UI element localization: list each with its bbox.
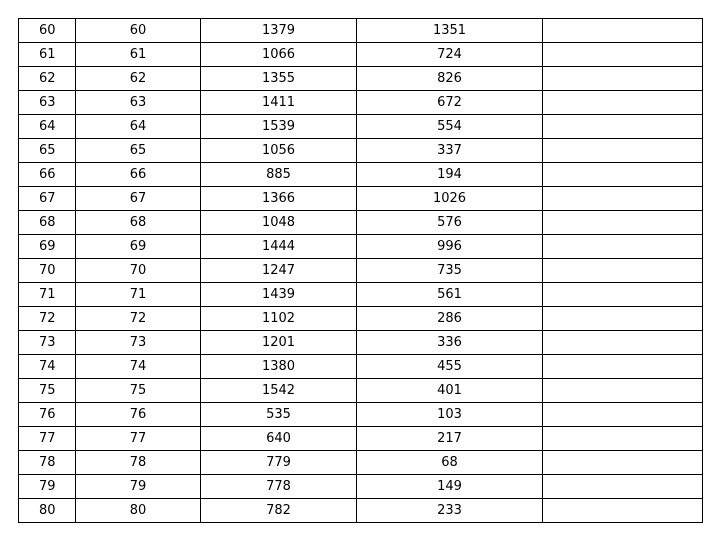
table-cell: 71 [76, 283, 201, 307]
table-cell: 554 [357, 115, 543, 139]
table-cell: 68 [19, 211, 76, 235]
table-cell: 885 [201, 163, 357, 187]
table-cell: 63 [76, 91, 201, 115]
table-cell: 72 [19, 307, 76, 331]
data-table [18, 18, 703, 523]
table-cell: 336 [357, 331, 543, 355]
table-cell [543, 379, 703, 403]
table-cell: 735 [357, 259, 543, 283]
table-cell: 63 [19, 91, 76, 115]
table-cell: 62 [19, 67, 76, 91]
table-row [19, 19, 703, 43]
table-cell: 1066 [201, 43, 357, 67]
table-cell: 455 [357, 355, 543, 379]
table-cell [543, 499, 703, 523]
table-cell: 672 [357, 91, 543, 115]
table-cell: 535 [201, 403, 357, 427]
table-cell [543, 91, 703, 115]
table-cell [543, 19, 703, 43]
table-cell: 77 [19, 427, 76, 451]
table-cell [543, 139, 703, 163]
table-cell: 1247 [201, 259, 357, 283]
table-cell: 233 [357, 499, 543, 523]
table-cell: 68 [357, 451, 543, 475]
table-cell: 78 [76, 451, 201, 475]
table-cell [543, 43, 703, 67]
table-cell: 76 [19, 403, 76, 427]
table-cell: 1542 [201, 379, 357, 403]
table-row [19, 331, 703, 355]
table-cell: 62 [76, 67, 201, 91]
table-cell [543, 187, 703, 211]
table-row [19, 139, 703, 163]
table-cell: 1355 [201, 67, 357, 91]
table-row [19, 283, 703, 307]
table-cell [543, 115, 703, 139]
table-cell: 80 [19, 499, 76, 523]
table-cell: 71 [19, 283, 76, 307]
table-cell: 64 [19, 115, 76, 139]
table-cell: 65 [76, 139, 201, 163]
table-row [19, 115, 703, 139]
table-cell: 778 [201, 475, 357, 499]
table-cell: 79 [19, 475, 76, 499]
table-cell: 286 [357, 307, 543, 331]
table-row [19, 499, 703, 523]
table-cell: 70 [19, 259, 76, 283]
table-cell: 72 [76, 307, 201, 331]
table-cell [543, 427, 703, 451]
table-row [19, 259, 703, 283]
table-cell [543, 355, 703, 379]
table-cell: 1539 [201, 115, 357, 139]
table-row [19, 427, 703, 451]
table-cell: 78 [19, 451, 76, 475]
table-cell: 149 [357, 475, 543, 499]
table-cell: 1411 [201, 91, 357, 115]
table-cell: 337 [357, 139, 543, 163]
table-cell: 70 [76, 259, 201, 283]
table-cell: 782 [201, 499, 357, 523]
table-cell [543, 331, 703, 355]
table-row [19, 355, 703, 379]
table-cell: 68 [76, 211, 201, 235]
table-cell: 1444 [201, 235, 357, 259]
table-cell [543, 211, 703, 235]
table-cell: 996 [357, 235, 543, 259]
table-cell [543, 283, 703, 307]
table-cell [543, 259, 703, 283]
table-row [19, 451, 703, 475]
table-cell: 80 [76, 499, 201, 523]
table-cell: 217 [357, 427, 543, 451]
table-cell: 1351 [357, 19, 543, 43]
table-cell [543, 307, 703, 331]
table-cell: 74 [76, 355, 201, 379]
table-cell: 1366 [201, 187, 357, 211]
table-cell: 69 [76, 235, 201, 259]
table-cell: 640 [201, 427, 357, 451]
table-cell [543, 67, 703, 91]
table-cell: 77 [76, 427, 201, 451]
table-cell: 1056 [201, 139, 357, 163]
table-cell: 64 [76, 115, 201, 139]
table-cell [543, 451, 703, 475]
table-cell: 69 [19, 235, 76, 259]
table-cell: 73 [19, 331, 76, 355]
table-cell: 76 [76, 403, 201, 427]
table-cell: 724 [357, 43, 543, 67]
table-cell: 561 [357, 283, 543, 307]
table-cell: 826 [357, 67, 543, 91]
table-row [19, 163, 703, 187]
table-cell: 60 [76, 19, 201, 43]
table-row [19, 307, 703, 331]
table-cell: 61 [19, 43, 76, 67]
table-cell [543, 235, 703, 259]
table-row [19, 43, 703, 67]
table-cell: 194 [357, 163, 543, 187]
table-cell: 60 [19, 19, 76, 43]
table-cell: 1102 [201, 307, 357, 331]
table-cell [543, 163, 703, 187]
table-cell: 1380 [201, 355, 357, 379]
table-cell: 401 [357, 379, 543, 403]
table-cell: 1048 [201, 211, 357, 235]
table-cell [543, 403, 703, 427]
table-cell [543, 475, 703, 499]
table-cell: 67 [19, 187, 76, 211]
table-row [19, 403, 703, 427]
table-cell: 75 [19, 379, 76, 403]
table-cell: 66 [76, 163, 201, 187]
table-cell: 1201 [201, 331, 357, 355]
table-cell: 75 [76, 379, 201, 403]
table-cell: 66 [19, 163, 76, 187]
table-cell: 79 [76, 475, 201, 499]
table-cell: 74 [19, 355, 76, 379]
table-row [19, 379, 703, 403]
table-cell: 65 [19, 139, 76, 163]
table-row [19, 235, 703, 259]
table-cell: 61 [76, 43, 201, 67]
table-cell: 1026 [357, 187, 543, 211]
table-cell: 1439 [201, 283, 357, 307]
table-row [19, 475, 703, 499]
table-cell: 779 [201, 451, 357, 475]
table-cell: 103 [357, 403, 543, 427]
table-cell: 576 [357, 211, 543, 235]
table-cell: 1379 [201, 19, 357, 43]
table-body [19, 19, 703, 523]
table-cell: 67 [76, 187, 201, 211]
table-row [19, 67, 703, 91]
table-row [19, 211, 703, 235]
table-cell: 73 [76, 331, 201, 355]
table-row [19, 91, 703, 115]
table-row [19, 187, 703, 211]
